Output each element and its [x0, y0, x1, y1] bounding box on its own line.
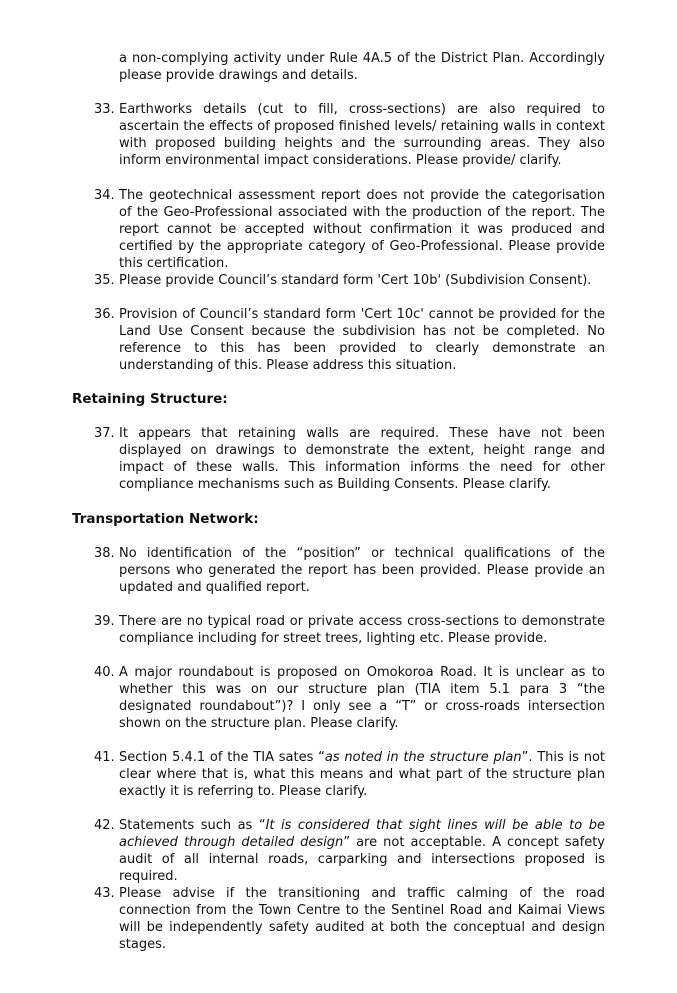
item-number: 34.	[94, 188, 115, 203]
item-text: There are no typical road or private access cross-sections to demonstrate compliance including for street trees, lighting etc. Please provide.	[119, 614, 605, 646]
italic-quote: It is considered that sight lines will be able to be achieved through detailed design	[119, 818, 605, 850]
item-number: 38.	[94, 546, 115, 561]
item-text: Earthworks details (cut to fill, cross-sections) are also required to ascertain the effects of proposed finished levels/ retaining walls in context with proposed building heights and the surrounding areas. They also inform environmental impact considerations. Please provide/ clarify.	[119, 102, 605, 168]
item-text: It appears that retaining walls are required. These have not been displayed on drawings to demonstrate the extent, height range and impact of these walls. This information informs the need for other compliance mechanisms such as Building Consents. Please clarify.	[119, 426, 605, 492]
item-number: 33.	[94, 102, 115, 117]
section-heading-transport: Transportation Network:	[72, 511, 259, 527]
section-heading-retaining: Retaining Structure:	[72, 391, 228, 407]
text-run: ”. This is not clear where that is, what this means and what part of the structure plan exactly it is referring to. Please clarify.	[119, 750, 606, 799]
item-number: 42.	[94, 818, 115, 833]
item-number: 43.	[94, 886, 115, 901]
text-run: Statements such as “	[119, 818, 266, 833]
item-text: No identification of the “position” or technical qualifications of the persons who generated the report has been provided. Please provide an updated and qualified report.	[119, 546, 605, 595]
text-run: Section 5.4.1 of the TIA sates “	[119, 750, 325, 765]
item-number: 39.	[94, 614, 115, 629]
italic-quote: as noted in the structure plan	[324, 750, 522, 765]
item-text: Please provide Council’s standard form 'Cert 10b' (Subdivision Consent).	[119, 273, 592, 288]
item-text: Please advise if the transitioning and traffic calming of the road connection from the Town Centre to the Sentinel Road and Kaimai Views will be independently safety audited at both the conceptual and design stages.	[119, 886, 605, 952]
intro-paragraph: a non-complying activity under Rule 4A.5 of the District Plan. Accordingly please provide drawings and details.	[119, 51, 605, 83]
item-number: 36.	[94, 307, 115, 322]
item-text: Provision of Council’s standard form 'Cert 10c' cannot be provided for the Land Use Consent because the subdivision has not be completed. No reference to this has been provided to clearly demonstrate an understanding of this. Please address this situation.	[119, 307, 605, 373]
item-number: 37.	[94, 426, 115, 441]
item-text: The geotechnical assessment report does not provide the categorisation of the Geo-Professional associated with the production of the report. The report cannot be accepted without confirmation it was produced and certified by the appropriate category of Geo-Professional. Please provide this certification.	[119, 188, 605, 271]
text-run: ” are not acceptable. A concept safety audit of all internal roads, carparking and intersections proposed is required.	[119, 835, 605, 884]
item-number: 40.	[94, 665, 115, 680]
item-number: 35.	[94, 273, 115, 288]
item-number: 41.	[94, 750, 115, 765]
item-text	[119, 817, 605, 885]
item-text	[119, 749, 605, 800]
item-text: A major roundabout is proposed on Omokoroa Road. It is unclear as to whether this was on our structure plan (TIA item 5.1 para 3 “the designated roundabout”)? I only see a “T” or cross-roads intersection shown on the structure plan. Please clarify.	[119, 665, 605, 731]
